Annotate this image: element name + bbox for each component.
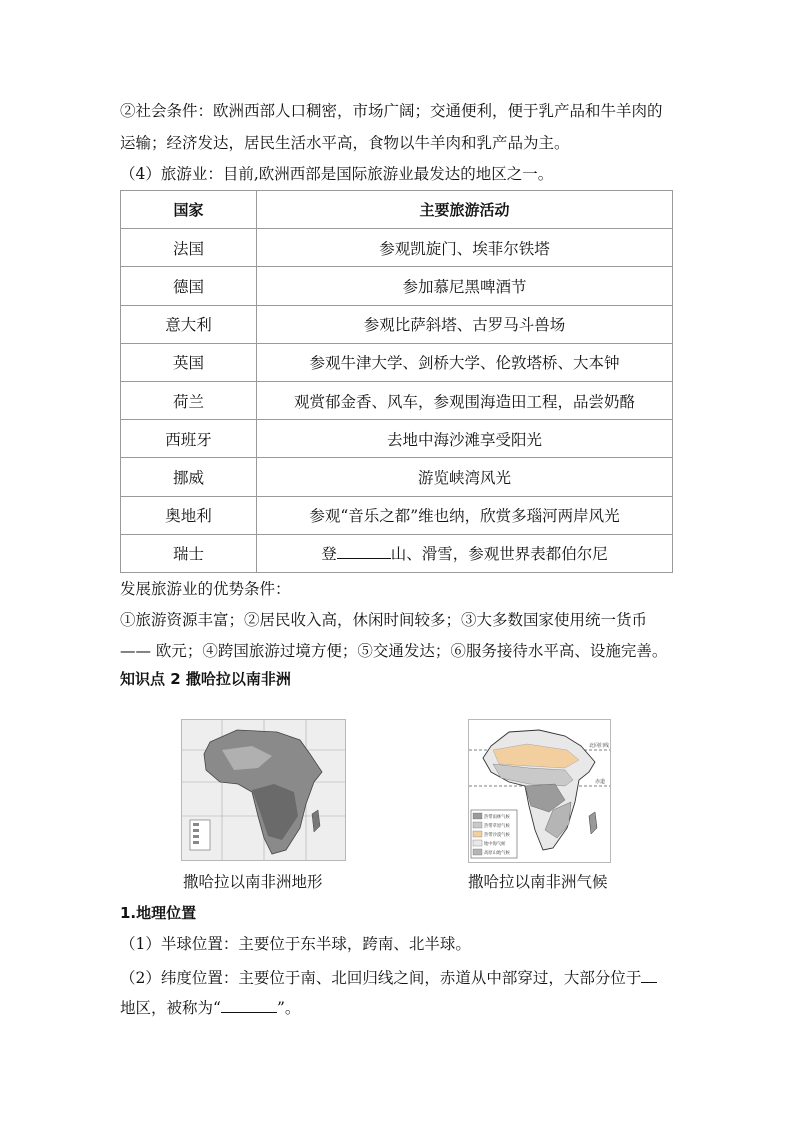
table-row xyxy=(121,343,673,381)
activity-cell: 参观牛津大学、剑桥大学、伦敦塔桥、大本钟 xyxy=(257,343,673,381)
latitude-text: （2）纬度位置：主要位于南、北回归线之间，赤道从中部穿过，大部分位于 xyxy=(120,969,642,987)
terrain-map-image xyxy=(182,720,345,860)
latitude-position-line-2 xyxy=(120,996,300,1018)
table-header-row xyxy=(121,191,673,229)
activity-cell: 去地中海沙滩享受阳光 xyxy=(257,420,673,458)
country-cell: 意大利 xyxy=(121,305,257,343)
fill-in-blank[interactable] xyxy=(221,996,277,1013)
table-row xyxy=(121,458,673,496)
header-activity: 主要旅游活动 xyxy=(257,191,673,229)
legend-item-4: 地中海气候 xyxy=(484,842,506,847)
hemisphere-position: （1）半球位置：主要位于东半球，跨南、北半球。 xyxy=(120,935,471,953)
country-cell: 英国 xyxy=(121,343,257,381)
africa-terrain-map xyxy=(181,719,346,861)
table-row xyxy=(121,229,673,267)
advantages-title: 发展旅游业的优势条件： xyxy=(120,580,291,598)
latitude-text-2: 地区，被称为“ xyxy=(120,999,221,1017)
activity-cell: 游览峡湾风光 xyxy=(257,458,673,496)
country-cell: 奥地利 xyxy=(121,496,257,534)
country-cell: 法国 xyxy=(121,229,257,267)
table-row xyxy=(121,305,673,343)
table-row xyxy=(121,534,673,572)
latitude-text-3: ”。 xyxy=(276,999,301,1017)
header-country: 国家 xyxy=(121,191,257,229)
fill-in-blank[interactable] xyxy=(337,542,391,559)
equator-label: 赤道 xyxy=(595,779,606,785)
tropic-label: 北回归线 xyxy=(589,743,610,749)
legend-item-3: 热带沙漠气候 xyxy=(484,833,510,838)
social-conditions-line-1: ②社会条件：欧洲西部人口稠密，市场广阔；交通便利，便于乳产品和牛羊肉的 xyxy=(120,102,663,120)
table-row xyxy=(121,496,673,534)
climate-map-image xyxy=(469,720,610,862)
fill-in-blank[interactable] xyxy=(641,966,657,983)
climate-map-caption: 撒哈拉以南非洲气候 xyxy=(468,873,608,891)
table-row xyxy=(121,267,673,305)
legend-item-5: 高原山地气候 xyxy=(484,851,510,856)
social-conditions-line-2: 运输；经济发达，居民生活水平高，食物以牛羊肉和乳产品为主。 xyxy=(120,134,570,152)
activity-cell: 观赏郁金香、风车，参观围海造田工程，品尝奶酪 xyxy=(257,381,673,419)
legend-item-2: 热带草原气候 xyxy=(484,824,510,829)
latitude-position-line-1 xyxy=(120,966,657,988)
country-cell: 挪威 xyxy=(121,458,257,496)
activity-suffix: 山、滑雪，参观世界表都伯尔尼 xyxy=(390,545,608,564)
country-cell: 西班牙 xyxy=(121,420,257,458)
activity-cell: 参观“音乐之都”维也纳，欣赏多瑙河两岸风光 xyxy=(257,496,673,534)
africa-climate-map xyxy=(468,719,611,863)
tourism-intro: （4）旅游业：目前,欧洲西部是国际旅游业最发达的地区之一。 xyxy=(120,165,554,183)
advantages-line-1: ①旅游资源丰富；②居民收入高，休闲时间较多；③大多数国家使用统一货币 xyxy=(120,611,648,629)
table-row xyxy=(121,420,673,458)
terrain-map-caption: 撒哈拉以南非洲地形 xyxy=(183,873,323,891)
country-cell: 瑞士 xyxy=(121,534,257,572)
activity-cell: 参观凯旋门、埃菲尔铁塔 xyxy=(257,229,673,267)
advantages-line-2: —— 欧元；④跨国旅游过境方便；⑤交通发达；⑥服务接待水平高、设施完善。 xyxy=(120,642,668,660)
country-cell: 德国 xyxy=(121,267,257,305)
geo-heading: 1.地理位置 xyxy=(120,904,197,922)
activity-cell: 参加慕尼黑啤酒节 xyxy=(257,267,673,305)
tourism-table xyxy=(120,190,673,573)
table-row xyxy=(121,381,673,419)
activity-cell xyxy=(257,534,673,572)
legend-item-1: 热带雨林气候 xyxy=(484,815,510,820)
activity-prefix: 登 xyxy=(321,545,337,564)
activity-cell: 参观比萨斜塔、古罗马斗兽场 xyxy=(257,305,673,343)
country-cell: 荷兰 xyxy=(121,381,257,419)
section-title: 知识点 2 撒哈拉以南非洲 xyxy=(120,670,291,688)
